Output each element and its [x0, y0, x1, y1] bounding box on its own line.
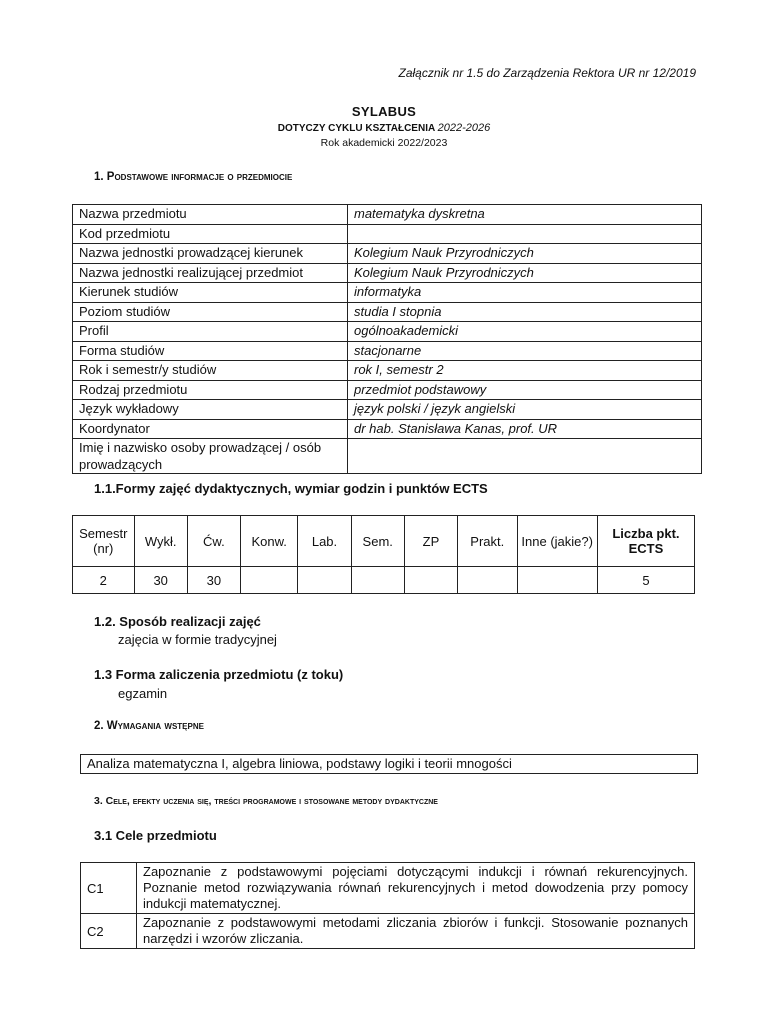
info-row [73, 224, 702, 244]
hours-header: Liczba pkt. ECTS [597, 516, 694, 567]
info-row [73, 361, 702, 381]
info-value: studia I stopnia [348, 302, 702, 322]
hours-header: Konw. [241, 516, 298, 567]
subtitle-text: DOTYCZY CYKLU KSZTAŁCENIA [277, 123, 435, 134]
info-value: język polski / język angielski [348, 400, 702, 420]
info-value: Kolegium Nauk Przyrodniczych [348, 263, 702, 283]
info-label: Nazwa jednostki realizującej przedmiot [73, 263, 348, 283]
info-row [73, 283, 702, 303]
hours-table [72, 515, 695, 594]
info-value [348, 224, 702, 244]
objective-row [81, 863, 695, 914]
hours-value: 30 [187, 567, 240, 594]
document-subtitle [0, 122, 768, 134]
info-row [73, 263, 702, 283]
info-row [73, 341, 702, 361]
info-label: Rodzaj przedmiotu [73, 380, 348, 400]
hours-value [458, 567, 517, 594]
subtitle-years: 2022-2026 [437, 122, 491, 134]
hours-header: Ćw. [187, 516, 240, 567]
hours-header: Wykł. [134, 516, 187, 567]
info-label: Język wykładowy [73, 400, 348, 420]
academic-year: Rok akademicki 2022/2023 [320, 137, 448, 149]
objective-text: Zapoznanie z podstawowymi metodami zliczania zbiorów i funkcji. Stosowanie poznanych narzędzi i wzorów zliczania. [137, 914, 695, 949]
hours-value [517, 567, 597, 594]
info-label: Nazwa przedmiotu [73, 205, 348, 225]
hours-header: Prakt. [458, 516, 517, 567]
hours-value [351, 567, 404, 594]
info-row [73, 322, 702, 342]
objective-id: C1 [81, 863, 137, 914]
info-label: Kod przedmiotu [73, 224, 348, 244]
info-label: Forma studiów [73, 341, 348, 361]
section-3-1-heading: 3.1 Cele przedmiotu [94, 828, 217, 843]
info-value: rok I, semestr 2 [348, 361, 702, 381]
section-2-heading: 2. Wymagania wstępne [94, 720, 204, 732]
basic-info-table [72, 204, 702, 474]
info-row [73, 419, 702, 439]
info-label: Kierunek studiów [73, 283, 348, 303]
info-label: Imię i nazwisko osoby prowadzącej / osób prowadzących [73, 439, 348, 474]
section-1-2-text: zajęcia w formie tradycyjnej [118, 632, 277, 647]
info-value: stacjonarne [348, 341, 702, 361]
hours-header: Sem. [351, 516, 404, 567]
section-1-3-text: egzamin [118, 686, 168, 701]
info-row [73, 302, 702, 322]
hours-value [241, 567, 298, 594]
hours-header: ZP [404, 516, 457, 567]
info-label: Koordynator [73, 419, 348, 439]
hours-header: Lab. [298, 516, 351, 567]
info-value: dr hab. Stanisława Kanas, prof. UR [348, 419, 702, 439]
info-value: ogólnoakademicki [348, 322, 702, 342]
section-1-3-heading: 1.3 Forma zaliczenia przedmiotu (z toku) [94, 667, 344, 682]
info-label: Profil [73, 322, 348, 342]
hours-value: 2 [73, 567, 135, 594]
section-1-heading: 1. Podstawowe informacje o przedmiocie [94, 171, 293, 183]
info-label: Rok i semestr/y studiów [73, 361, 348, 381]
hours-header: Inne (jakie?) [517, 516, 597, 567]
info-value: informatyka [348, 283, 702, 303]
objective-text: Zapoznanie z podstawowymi pojęciami dotyczącymi indukcji i równań rekurencyjnych. Poznanie metod rozwiązywania równań rekurencyjnych i metod dowodzenia przy pomocy indukcji matematycznej. [137, 863, 695, 914]
hours-value: 30 [134, 567, 187, 594]
hours-value [298, 567, 351, 594]
objective-row [81, 914, 695, 949]
section-3-heading: 3. Cele, efekty uczenia się, treści programowe i stosowane metody dydaktyczne [94, 795, 438, 807]
info-value: przedmiot podstawowy [348, 380, 702, 400]
info-label: Poziom studiów [73, 302, 348, 322]
info-row [73, 205, 702, 225]
objective-id: C2 [81, 914, 137, 949]
info-row [73, 400, 702, 420]
objectives-table [80, 862, 695, 949]
info-row [73, 439, 702, 474]
info-row [73, 380, 702, 400]
info-value [348, 439, 702, 474]
info-label: Nazwa jednostki prowadzącej kierunek [73, 244, 348, 264]
hours-value [404, 567, 457, 594]
info-value: Kolegium Nauk Przyrodniczych [348, 244, 702, 264]
section-1-2-heading: 1.2. Sposób realizacji zajęć [94, 614, 261, 629]
info-row [73, 244, 702, 264]
prerequisites-box: Analiza matematyczna I, algebra liniowa, podstawy logiki i teorii mnogości [80, 754, 698, 774]
hours-value: 5 [597, 567, 694, 594]
attachment-note: Załącznik nr 1.5 do Zarządzenia Rektora UR nr 12/2019 [398, 66, 696, 80]
info-value: matematyka dyskretna [348, 205, 702, 225]
hours-header: Semestr (nr) [73, 516, 135, 567]
section-1-1-heading: 1.1.Formy zajęć dydaktycznych, wymiar godzin i punktów ECTS [94, 481, 488, 496]
document-title: SYLABUS [351, 104, 417, 119]
